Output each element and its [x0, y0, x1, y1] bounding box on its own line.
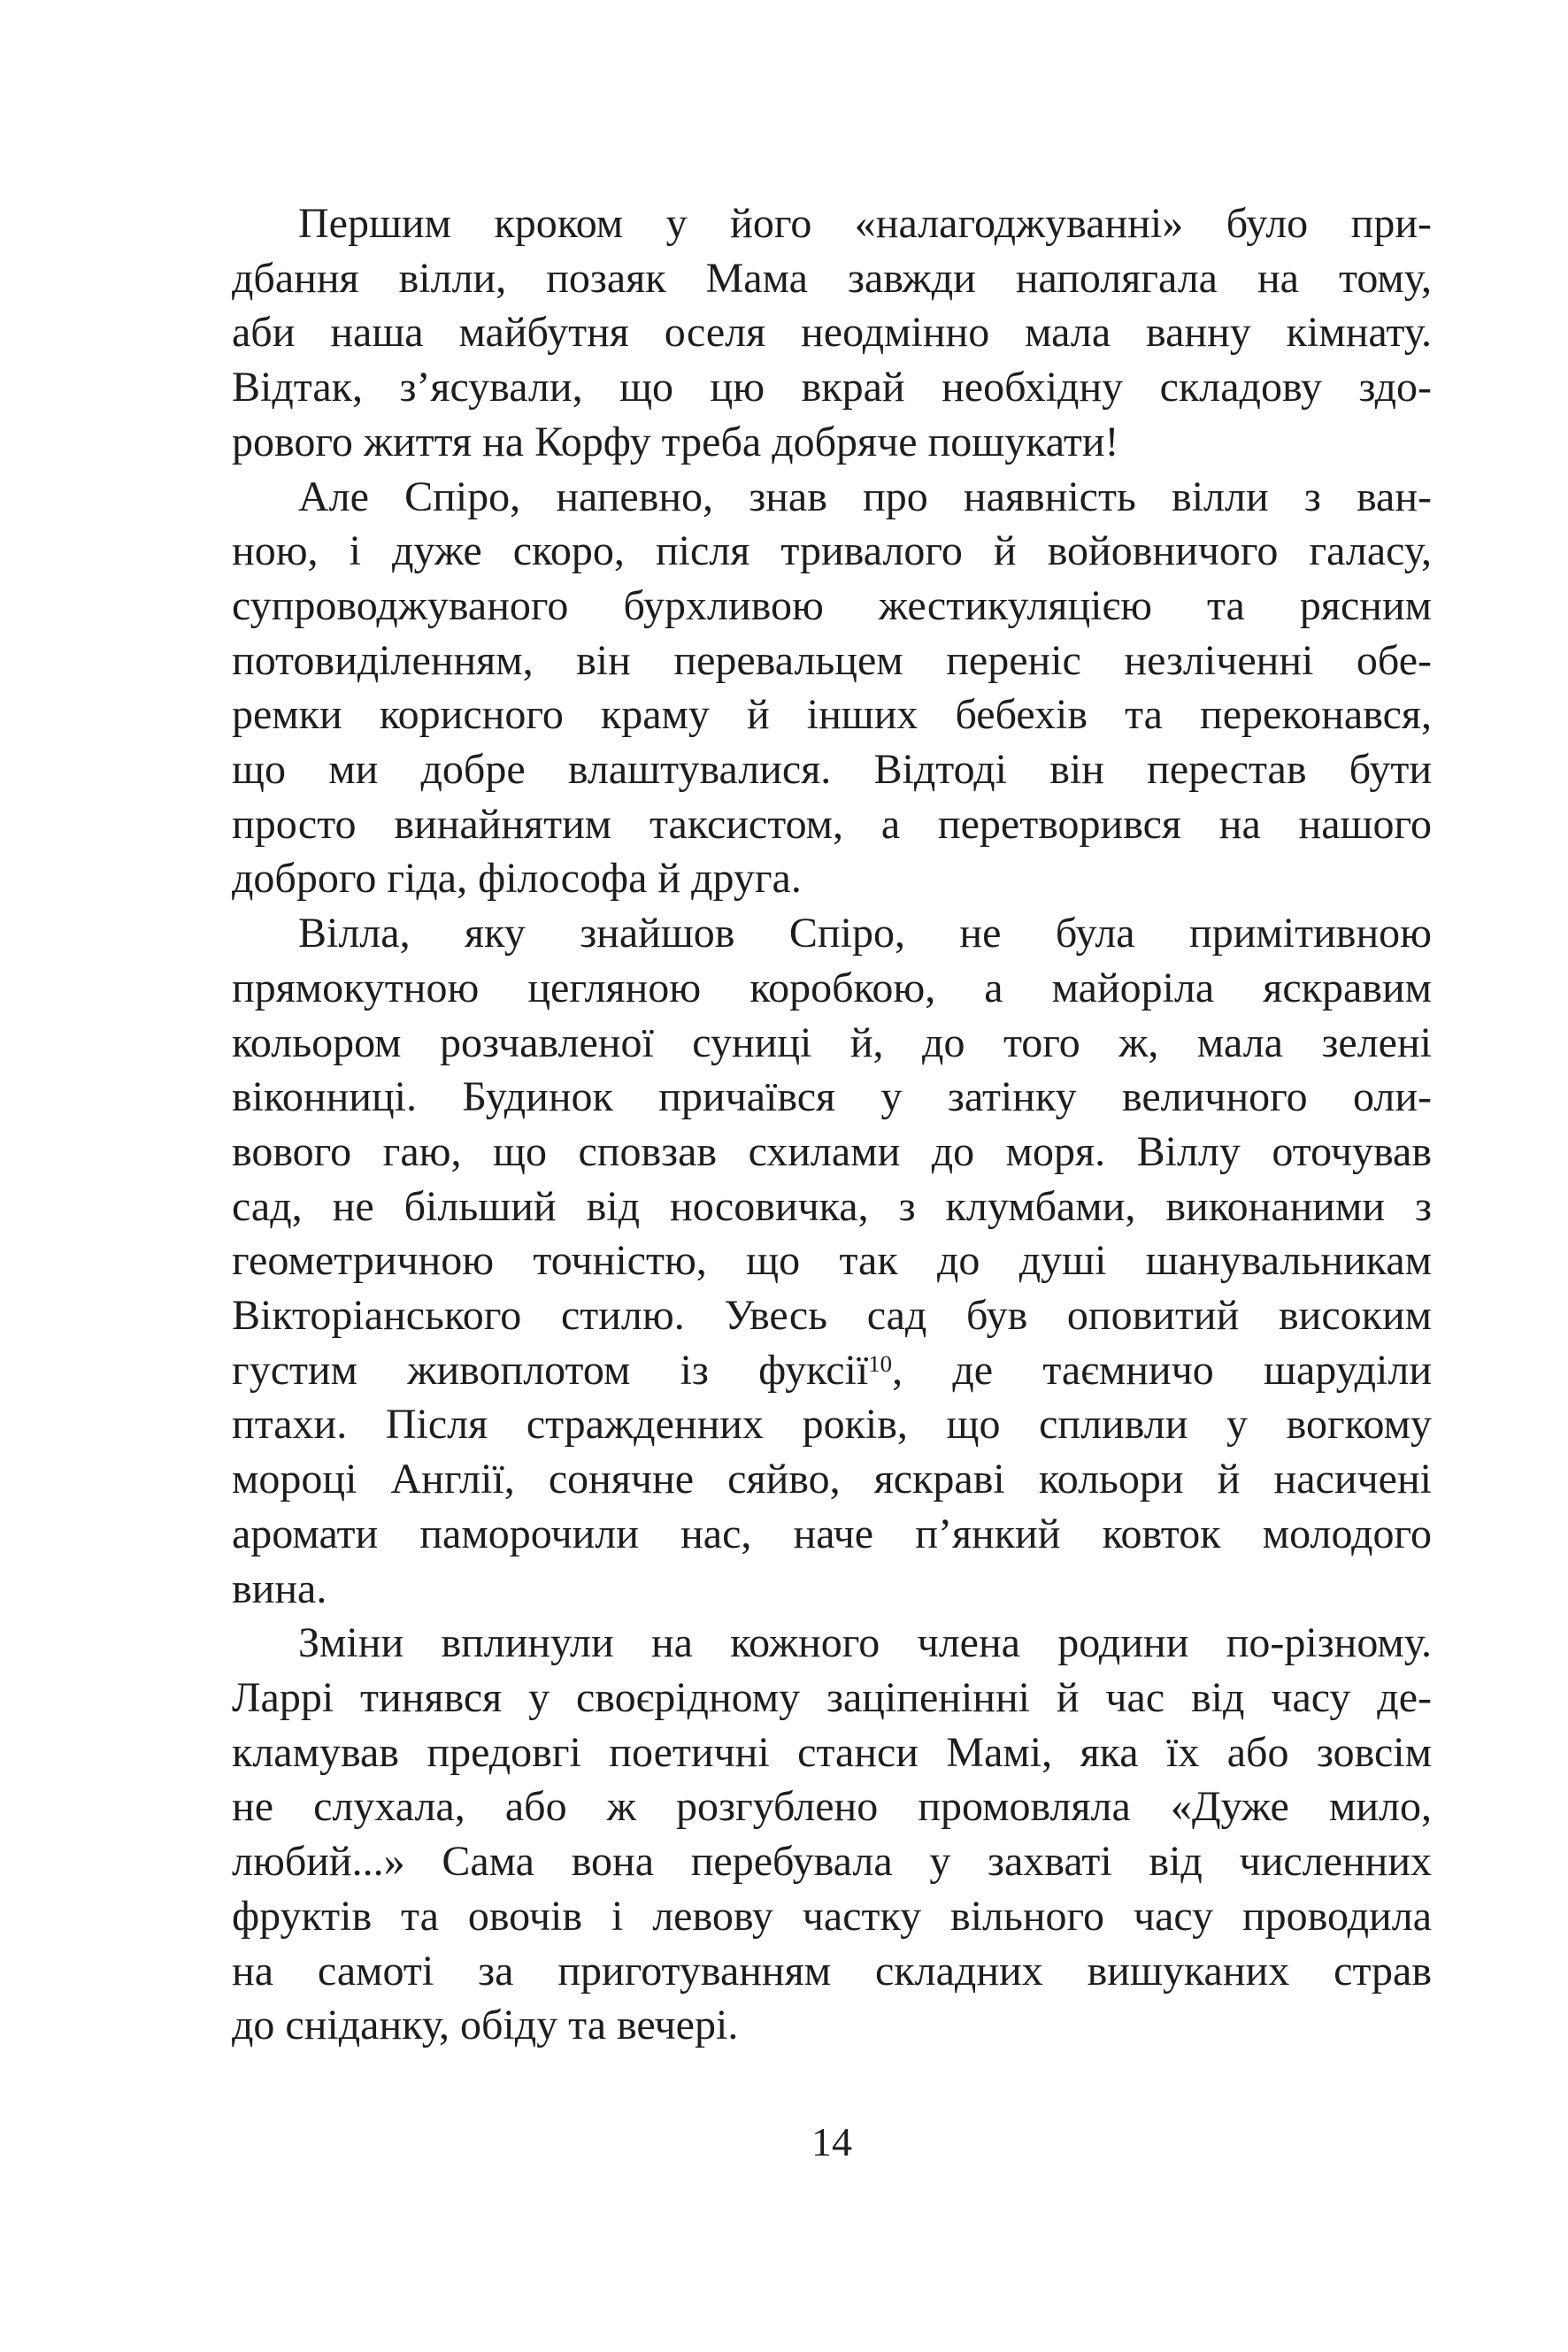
text-line: птахи. Після стражденних років, що спливли у вогкому: [232, 1401, 1432, 1449]
text-line: не слухала, або ж розгублено промовляла «Дуже мило,: [232, 1783, 1432, 1831]
paragraph-2: [232, 470, 1432, 907]
text-line: доброго гіда, філософа й друга.: [232, 855, 802, 903]
page-number: 14: [811, 2119, 852, 2164]
text-block: [232, 196, 1432, 2053]
text-line: на самоті за приготуванням складних вишуканих страв: [232, 1947, 1432, 1995]
text-line: супроводжуваного бурхливою жестикуляцією та рясним: [232, 581, 1432, 629]
text-line: прямокутною цегляною коробкою, а майоріла яскравим: [232, 964, 1432, 1011]
text-line: Зміни вплинули на кожного члена родини по-різному.: [298, 1619, 1432, 1667]
text-line: Вілла, яку знайшов Спіро, не була примітивною: [298, 910, 1432, 957]
text-line: вового гаю, що сповзав схилами до моря. Віллу оточував: [232, 1127, 1432, 1175]
text-segment: густим живоплотом із фуксії: [232, 1346, 869, 1394]
text-line: ремки корисного краму й інших бебехів та переконався,: [232, 691, 1432, 739]
text-line: Першим кроком у його «налагоджуванні» було при-: [298, 200, 1432, 247]
text-line: геометричною точністю, що так до душі шанувальникам: [232, 1237, 1432, 1285]
text-line: мороці Англії, сонячне сяйво, яскраві кольори й насичені: [232, 1456, 1432, 1503]
text-line: до сніданку, обіду та вечері.: [232, 2002, 739, 2049]
text-line: що ми добре влаштувалися. Відтоді він перестав бути: [232, 746, 1432, 794]
text-line: Відтак, з’ясували, що цю вкрай необхідну складову здо-: [232, 364, 1432, 411]
text-line: вина.: [232, 1564, 327, 1612]
text-line: дбання вілли, позаяк Мама завжди наполягала на тому,: [232, 254, 1432, 302]
text-line: аромати паморочили нас, наче п’янкий ковток молодого: [232, 1510, 1432, 1557]
text-line: [232, 1343, 1432, 1398]
text-segment: , де таємничо шаруділи: [892, 1346, 1432, 1394]
text-line: кламував предовгі поетичні станси Мамі, яка їх або зовсім: [232, 1728, 1432, 1776]
text-line: просто винайнятим таксистом, а перетворився на нашого: [232, 800, 1432, 848]
text-line: потовиділенням, він перевальцем переніс незліченні обе-: [232, 636, 1432, 684]
text-line: аби наша майбутня оселя неодмінно мала ванну кімнату.: [232, 309, 1432, 357]
text-line: сад, не більший від носовичка, з клумбами, виконаними з: [232, 1182, 1432, 1230]
text-line: ною, і дуже скоро, після тривалого й войовничого галасу,: [232, 527, 1432, 575]
text-line: Вікторіанського стилю. Увесь сад був оповитий високим: [232, 1292, 1432, 1340]
text-line: любий...» Сама вона перебувала у захваті від численних: [232, 1838, 1432, 1886]
text-line: рового життя на Корфу треба добряче пошукати!: [232, 418, 1119, 465]
paragraph-3: [232, 906, 1432, 1616]
text-line: фруктів та овочів і левову частку вільного часу проводила: [232, 1892, 1432, 1940]
text-line: кольором розчавленої суниці й, до того ж, мала зелені: [232, 1018, 1432, 1066]
paragraph-4: [232, 1616, 1432, 2053]
paragraph-1: [232, 196, 1432, 470]
text-line: Ларрі тинявся у своєрідному заціпенінні й час від часу де-: [232, 1673, 1432, 1721]
text-line: віконниці. Будинок причаївся у затінку величного оли-: [232, 1073, 1432, 1121]
text-line: Але Спіро, напевно, знав про наявність вілли з ван-: [298, 473, 1432, 520]
footnote-ref: 10: [868, 1350, 893, 1378]
